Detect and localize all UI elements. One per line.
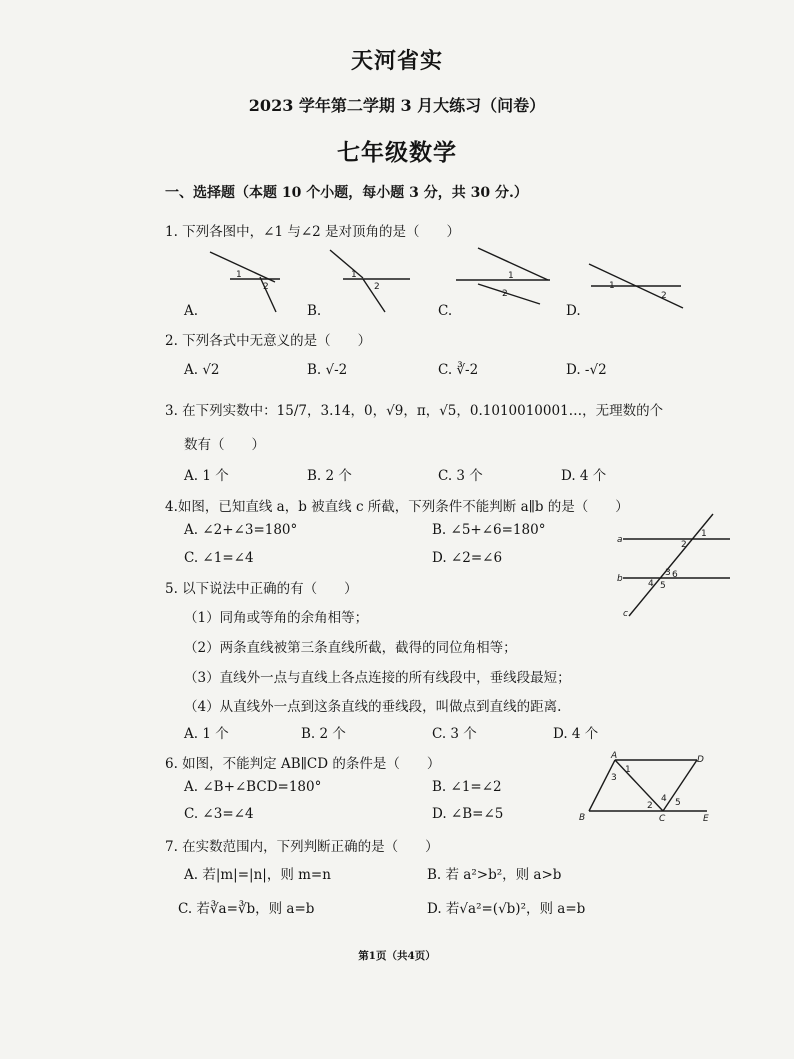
school-title: 天河省实 [350,48,443,74]
q3-option-a[interactable]: A. 1 个 [184,468,229,484]
q4-line-b-label: b [617,574,623,584]
q1-option-c[interactable]: C. [438,303,453,319]
q6-point-b-label: B [579,813,586,823]
q1b-angle2-label: 2 [374,282,380,292]
q6-option-d[interactable]: D. ∠B=∠5 [432,806,504,822]
q5-option-d[interactable]: D. 4 个 [553,726,599,742]
q4-figure [615,512,735,622]
q5-option-c[interactable]: C. 3 个 [432,726,477,742]
subject-title: 七年级数学 [337,139,457,166]
q1d-angle1-label: 1 [609,281,615,291]
q4-angle5-label: 5 [660,581,666,591]
q2-option-c[interactable]: C. ∛-2 [438,362,479,378]
q4-angle2-label: 2 [681,540,687,550]
q6-point-a-label: A [611,751,618,761]
q7-stem: 7. 在实数范围内，下列判断正确的是（ ） [165,839,439,855]
q6-figure [575,748,715,828]
q6-stem: 6. 如图，不能判定 AB∥CD 的条件是（ ） [165,756,441,772]
q3-stem-line1: 3. 在下列实数中：15/7，3.14，0，√9，π，√5，0.1010010001…，无理数的个 [165,403,664,419]
q6-angle3-label: 3 [611,773,617,783]
q6-angle4-label: 4 [661,794,667,804]
q1-figure-c [450,244,560,314]
q1c-angle2-label: 2 [502,289,508,299]
q6-point-e-label: E [703,814,709,824]
q2-stem: 2. 下列各式中无意义的是（ ） [165,333,372,349]
q7-option-d[interactable]: D. 若√a²=(√b)²，则 a=b [427,901,586,917]
q2-option-a[interactable]: A. √2 [184,362,220,378]
q1-figure-b [325,246,415,316]
q6-option-a[interactable]: A. ∠B+∠BCD=180° [184,779,322,795]
q1-option-d[interactable]: D. [566,303,581,319]
q7-option-b[interactable]: B. 若 a²>b²，则 a>b [427,867,562,883]
q6-angle1-label: 1 [625,765,631,775]
q4-angle4-label: 4 [648,579,654,589]
q1d-angle2-label: 2 [661,291,667,301]
q4-angle6-label: 6 [672,570,678,580]
q3-stem-line2: 数有（ ） [184,437,265,453]
q6-point-c-label: C [659,814,666,824]
q2-option-d[interactable]: D. -√2 [566,362,607,378]
q1a-angle2-label: 2 [263,282,269,292]
q2-option-b[interactable]: B. √-2 [307,362,348,378]
page-number: 第1页（共4页） [358,950,436,962]
q1-figure-a [200,246,290,316]
q5-stem: 5. 以下说法中正确的有（ ） [165,581,358,597]
q3-option-c[interactable]: C. 3 个 [438,468,483,484]
q6-point-d-label: D [697,755,704,765]
q7-option-c[interactable]: C. 若∛a=∛b，则 a=b [178,901,315,917]
q6-angle2-label: 2 [647,801,653,811]
q4-option-c[interactable]: C. ∠1=∠4 [184,550,254,566]
q1-option-b[interactable]: B. [307,303,322,319]
q7-option-a[interactable]: A. 若|m|=|n|，则 m=n [184,867,331,883]
q5-statement-3: （3）直线外一点与直线上各点连接的所有线段中，垂线段最短； [184,670,571,686]
q4-line-c-label: c [623,609,628,619]
q5-statement-4: （4）从直线外一点到这条直线的垂线段，叫做点到直线的距离. [184,699,562,715]
q4-angle3-label: 3 [665,568,671,578]
q6-option-b[interactable]: B. ∠1=∠2 [432,779,502,795]
q1a-angle1-label: 1 [236,270,242,280]
q5-option-b[interactable]: B. 2 个 [301,726,346,742]
q4-stem: 4.如图，已知直线 a，b 被直线 c 所截，下列条件不能判断 a∥b 的是（ ） [165,499,629,515]
q4-option-d[interactable]: D. ∠2=∠6 [432,550,503,566]
q1-option-a[interactable]: A. [184,303,199,319]
exam-subtitle: 2023 学年第二学期 3 月大练习（问卷） [248,96,546,115]
q3-option-d[interactable]: D. 4 个 [561,468,607,484]
section-title: 一、选择题（本题 10 个小题，每小题 3 分，共 30 分.） [165,185,528,201]
q6-option-c[interactable]: C. ∠3=∠4 [184,806,254,822]
q1-stem: 1. 下列各图中，∠1 与∠2 是对顶角的是（ ） [165,224,461,240]
q4-line-a-label: a [617,535,623,545]
q1c-angle1-label: 1 [508,271,514,281]
q4-angle1-label: 1 [701,529,707,539]
q4-option-b[interactable]: B. ∠5+∠6=180° [432,522,546,538]
q5-option-a[interactable]: A. 1 个 [184,726,229,742]
q6-angle5-label: 5 [675,798,681,808]
q5-statement-2: （2）两条直线被第三条直线所截，截得的同位角相等； [184,640,517,656]
q3-option-b[interactable]: B. 2 个 [307,468,352,484]
q5-statement-1: （1）同角或等角的余角相等； [184,610,369,626]
q1b-angle1-label: 1 [351,270,357,280]
q1-figure-d [585,258,690,318]
q4-option-a[interactable]: A. ∠2+∠3=180° [184,522,298,538]
